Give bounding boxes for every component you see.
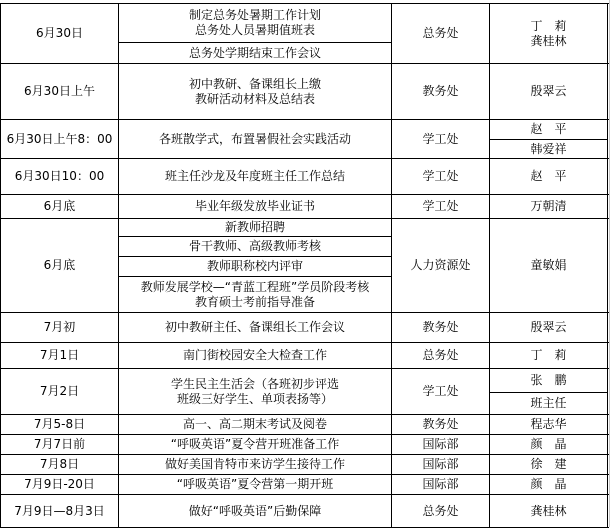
task-cell: 班主任沙龙及年度班主任工作总结 <box>164 169 345 183</box>
date-cell: 6月底 <box>43 258 76 272</box>
date-cell: 6月30日上午8：00 <box>6 131 113 146</box>
department-cell: 教务处 <box>422 320 459 334</box>
task-cell: 初中教研、备课组长上缴 教研活动材料及总结表 <box>188 76 321 106</box>
department-cell: 人力资源处 <box>410 258 471 272</box>
task-cell: 新教师招聘 <box>224 220 285 234</box>
sheet-gridline <box>609 0 610 527</box>
date-cell: 6月30日 <box>36 26 83 40</box>
task-cell: 各班散学式，布置暑假社会实践活动 <box>158 131 351 146</box>
date-cell: 7月9日-20日 <box>24 477 95 491</box>
person-cell: 龚桂林 <box>530 503 567 518</box>
person-cell: 颜 晶 <box>530 437 567 451</box>
person-cell: 班主任 <box>530 396 567 410</box>
department-cell: 总务处 <box>422 503 459 518</box>
task-cell: 高一、高二期末考试及阅卷 <box>182 417 327 431</box>
person-cell: 丁 莉 <box>530 348 567 362</box>
person-cell: 殷翠云 <box>530 320 567 334</box>
grid-line-v <box>607 3 608 527</box>
department-cell: 总务处 <box>422 26 459 40</box>
person-cell: 颜 晶 <box>530 477 567 491</box>
department-cell: 教务处 <box>422 417 459 431</box>
task-cell: “呼吸英语”夏令营第一期开班 <box>176 477 334 491</box>
person-cell: 张 鹏 <box>530 373 567 387</box>
department-cell: 国际部 <box>422 437 459 451</box>
task-cell: 总务处学期结束工作会议 <box>188 45 321 60</box>
task-cell: 学生民主生活会（各班初步评选 班级三好学生、单项表扬等） <box>170 376 339 406</box>
task-cell: 制定总务处暑期工作计划 总务处人员暑期值班表 <box>188 8 321 37</box>
date-cell: 7月1日 <box>39 348 80 362</box>
date-cell: 7月5-8日 <box>33 417 86 431</box>
person-cell: 童敏娟 <box>530 258 567 272</box>
task-cell: 初中教研主任、备课组长工作会议 <box>164 320 345 334</box>
task-cell: 南门街校园安全大检查工作 <box>182 348 327 362</box>
department-cell: 学工处 <box>422 384 459 398</box>
date-cell: 7月初 <box>43 320 76 334</box>
date-cell: 7月9日—8月3日 <box>14 503 105 518</box>
task-cell: “呼吸英语”夏令营开班准备工作 <box>170 437 340 451</box>
task-cell: 骨干教师、高级教师考核 <box>188 239 321 253</box>
person-cell: 韩爱祥 <box>530 141 567 156</box>
person-cell: 丁 莉 龚桂林 <box>530 18 567 48</box>
date-cell: 6月30日上午 <box>24 84 95 98</box>
task-cell: 教师发展学校—“青蓝工程班”学员阶段考核 教育硕士考前指导准备 <box>140 279 370 309</box>
person-cell: 徐 建 <box>530 457 567 471</box>
department-cell: 学工处 <box>422 199 459 213</box>
department-cell: 总务处 <box>422 348 459 362</box>
task-cell: 做好“呼吸英语”后勤保障 <box>188 503 322 518</box>
department-cell: 学工处 <box>422 169 459 183</box>
person-cell: 赵 平 <box>530 169 567 183</box>
department-cell: 国际部 <box>422 457 459 471</box>
department-cell: 国际部 <box>422 477 459 491</box>
person-cell: 程志华 <box>530 417 567 431</box>
department-cell: 教务处 <box>422 84 459 98</box>
task-cell: 做好美国肯特市来访学生接待工作 <box>164 457 345 471</box>
date-cell: 6月底 <box>43 199 76 213</box>
date-cell: 7月8日 <box>39 457 80 471</box>
date-cell: 7月7日前 <box>33 437 86 451</box>
date-cell: 6月30日10：00 <box>14 169 105 183</box>
department-cell: 学工处 <box>422 131 459 146</box>
task-cell: 教师职称校内评审 <box>206 259 303 273</box>
task-cell: 毕业年级发放毕业证书 <box>194 199 315 213</box>
person-cell: 赵 平 <box>530 122 567 136</box>
date-cell: 7月2日 <box>39 384 80 398</box>
person-cell: 万朝清 <box>530 199 567 213</box>
person-cell: 殷翠云 <box>530 84 567 98</box>
